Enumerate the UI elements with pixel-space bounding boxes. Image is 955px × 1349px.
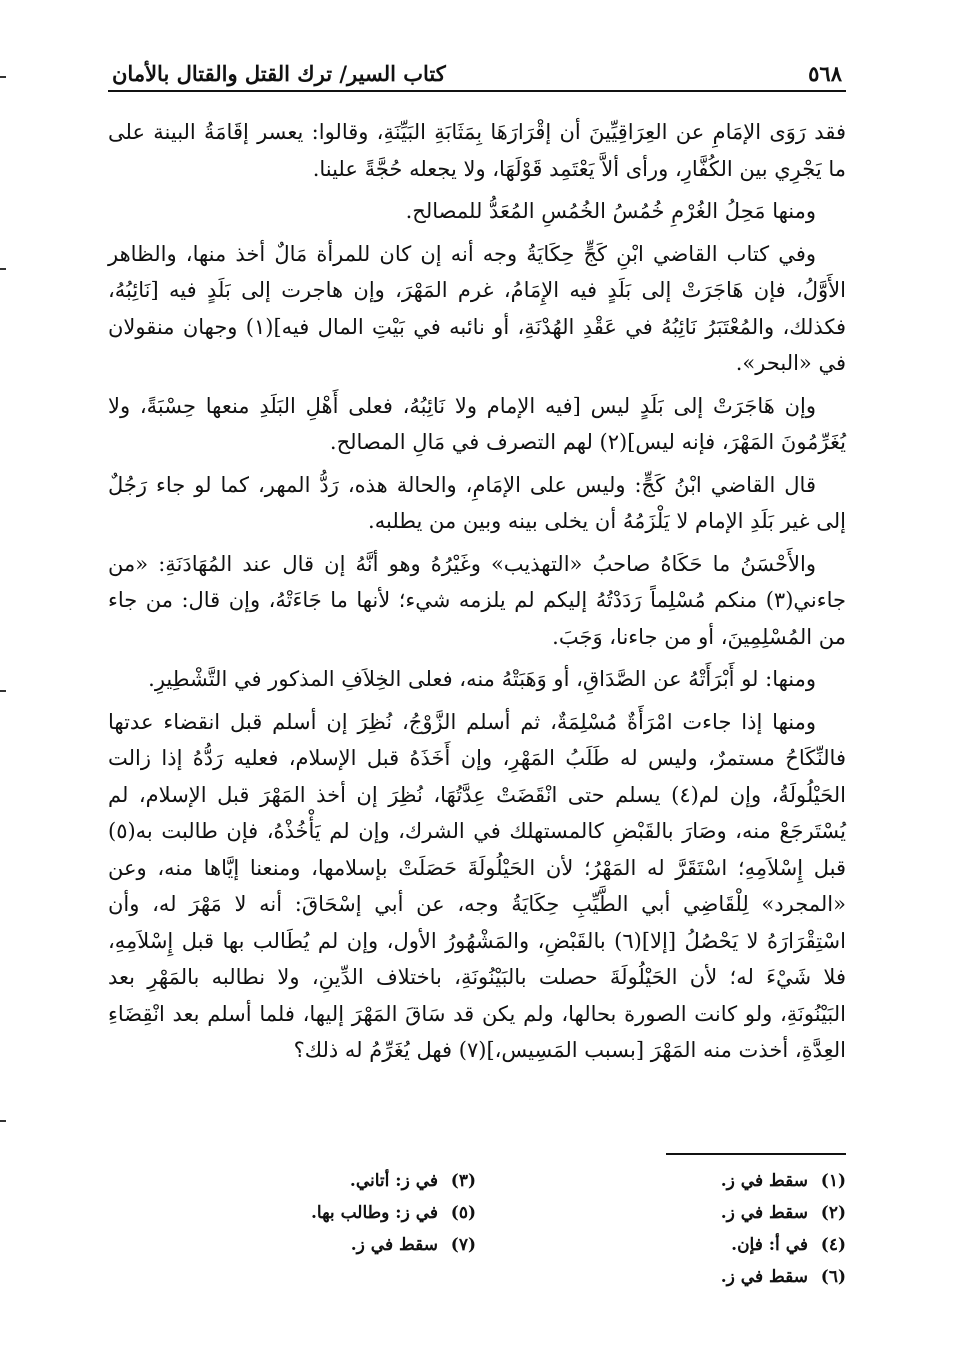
footnote-1: (١)سقط في ز. — [720, 1171, 846, 1191]
main-text — [108, 114, 846, 1069]
scan-mark — [0, 690, 6, 692]
paragraph: ومنها مَحِلُ الغُرْمِ خُمُسُ الخُمُسِ المُعَدُّ للمصالح. — [405, 199, 816, 223]
scan-mark — [0, 76, 6, 78]
paragraph: ومنها إذا جاءت امْرَأَةٌ مُسْلِمَةٌ، ثم أسلم الزَّوْجُ، نُظِرَ إن أسلم قبل انقضاء عدتها فالنِّكَاحُ مستمرٌ، وليس له طَلَبُ المَهْرِ، وإن أَخَذَهُ قبل الإسلام، فعليه رَدُّهُ إذا زالت الحَيْلُولَةُ، وإن لم(٤) يسلم حتى انْقَضَتْ عِدَّتُهَا، نُظِرَ إن أخذ المَهْرَ قبل الإسلام، لم يُسْتَرجَعْ منه، وصَارَ بالقَبْضِ كالمستهلك في الشرك، وإن لم يَأْخُذْهُ، فإن طالبت به(٥) قبل إِسْلاَمِهِ؛ اسْتَقَرَّ له المَهْرُ؛ لأن الحَيْلُولَةَ حَصَلَتْ بإسلامها، ومنعنا إيَّاها منه، وعن «المجرد» لِلْقَاضِي أبي الطَّيِّبِ حِكَايَةُ وجه، عن أبي إسْحَاقَ: أنه لا مَهْرَ له، وأن اسْتِقْرَارَهُ لا يَحْصُلُ [إلا](٦) بالقَبْضِ، والمَشْهُورُ الأول، وإن لم يُطَالب بها قبل إِسْلاَمِهِ، فلا شَيْءَ له؛ لأن الحَيْلُولَةَ حصلت بالبَيْنُونَةِ، باختلاف الدِّينِ، ولا نطالبه بالمَهْرِ بعد البَيْنُونَةِ، ولو كانت الصورة بحالها، ولم يكن قد سَاقَ المَهْرَ إليها، فلما أسلم بعد انْقِضَاءِ العِدَّةِ، أخذت منه المَهْرَ [بسبب المَسِيس،](٧) فهل يُغَرِّمُ له ذلك؟ — [108, 709, 846, 1062]
footnotes — [108, 1165, 846, 1293]
paragraph: فقد رَوَى الإمَامِ عن العِرَاقِيِّينَ أن إقْرَارَهَا بِمَثَابَةِ البَيِّنَةِ، وقالوا: يعسر إقَامَةُ البينة على ما يَجْرِي بين الكُفَّارِ، ورأى ألاَّ يَعْتَمِد قَوْلَهَا، ولا يجعله حُجَّةً علينا. — [108, 120, 846, 181]
footnote-2: (٣)في ز: أتاني. — [349, 1171, 476, 1191]
footnote-5: (٤)في أ: فإن. — [731, 1235, 846, 1255]
footnote-divider — [666, 1153, 846, 1155]
scan-mark — [0, 268, 6, 270]
footnote-6: (٧)سقط في ز. — [350, 1235, 476, 1255]
scan-mark — [0, 1120, 6, 1122]
page-number: ٥٦٨ — [808, 61, 842, 86]
paragraph: وإن هَاجَرَتْ إلى بَلَدٍ ليس [فيه الإمام ولا نَائِبُهُ، فعلى أَهْلِ البَلَدِ منعها حِسْبَةً، ولا يُغَرِّمُونَ المَهْرَ، فإنه ليس](٢) لهم التصرف في مَالِ المصالح. — [108, 393, 846, 454]
page-header — [108, 48, 846, 92]
footnote-7: (٦)سقط في ز. — [720, 1267, 846, 1287]
paragraph: ومنها: لو أَبْرَأَتْهُ عن الصَّدَاقِ، أو وَهَبَتْهُ منه، فعلى الخِلاَفِ المذكور في التَّشْطِيرِ. — [148, 667, 816, 691]
footnote-3: (٢)سقط في ز. — [720, 1203, 846, 1223]
footnote-4: (٥)في ز: وطالب بها. — [311, 1203, 476, 1223]
running-title: كتاب السير/ ترك القتل والقتال بالأمان — [112, 61, 446, 86]
book-page — [108, 48, 846, 1308]
paragraph: قال القاضي ابْنُ كَجٍّ: وليس على الإمَامِ، والحالة هذه، رَدُّ المهر، كما لو جاء رَجُلٌ إلى غير بَلَدِ الإمام لا يَلْزَمُهُ أن يخلى بينه وبين من يطلبه. — [108, 472, 846, 533]
paragraph: وفي كتاب القاضي ابْنِ كَجٍّ حِكَايَةُ وجه أنه إن كان للمرأة مَالٌ أخذ منها، والظاهر الأَوَّلُ، فإن هَاجَرَتْ إلى بَلَدٍ فيه الإِمَامُ، غرم المَهْرَ، وإن هاجرت إلى بَلَدٍ فيه [نَائِبُهُ، فكذلك، والمُعْتَبَرُ نَائِبُهُ في عَقْدِ الهُدْنَةِ، أو نائبه في بَيْتِ المال فيه](١) وجهان منقولان في «البحر». — [108, 241, 846, 375]
paragraph: والأَحْسَنُ ما حَكَاهُ صاحبُ «التهذيب» وغَيْرُهُ وهو أنَّهُ إن قال عند المُهَادَنَةِ: «من جاءني(٣) منكم مُسْلِماً رَدَدْتُهُ إليكم لم يلزمه شيء؛ لأنها ما جَاءَتْهُ، وإن قال: من جاء من المُسْلِمِينَ، أو من جاءنا، وَجَبَ. — [108, 551, 846, 649]
